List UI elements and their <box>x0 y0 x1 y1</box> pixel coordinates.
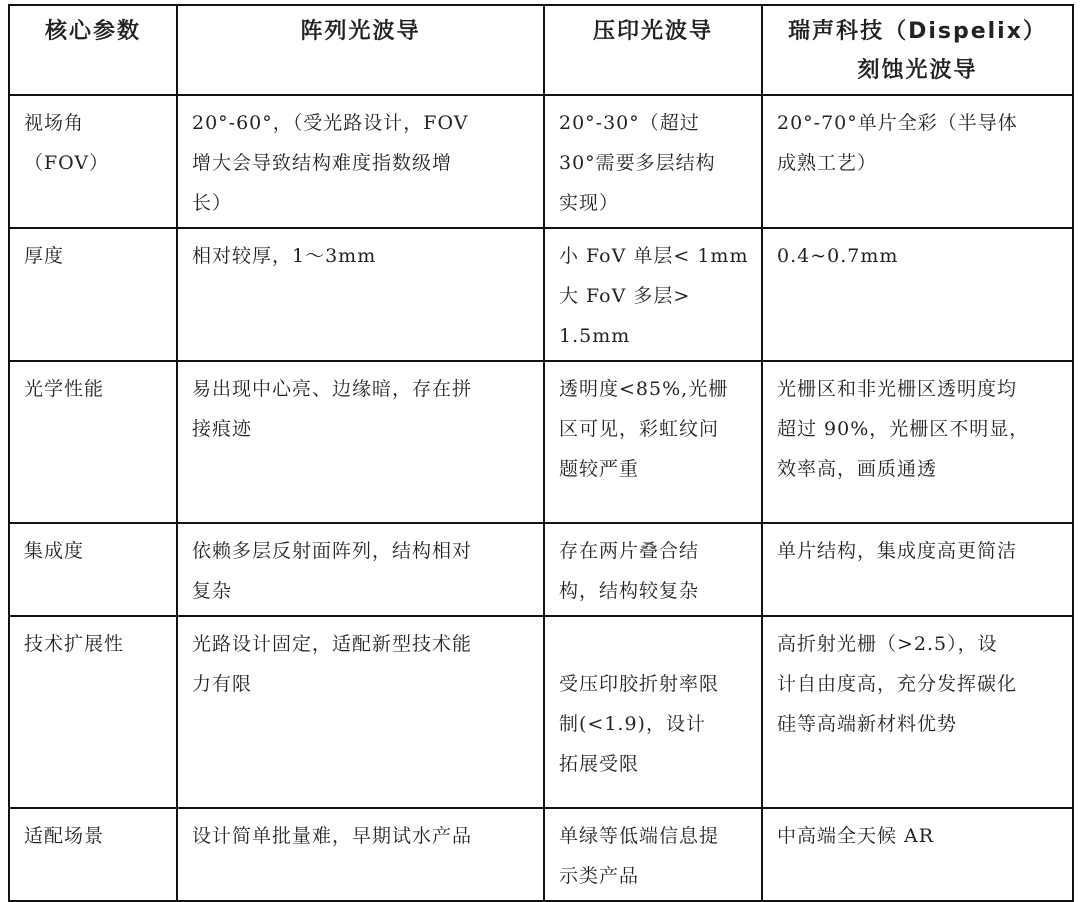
cell-line: 长） <box>192 192 233 214</box>
cell-line: 构，结构较复杂 <box>559 580 700 602</box>
cell-line: 中高端全天候 AR <box>777 825 935 847</box>
cell-array <box>177 523 544 616</box>
cell-line: 拓展受限 <box>559 753 640 775</box>
comparison-table <box>8 4 1074 902</box>
cell-line: 瑞声科技（Dispelix） <box>788 19 1047 44</box>
header-etch-waveguide <box>762 5 1073 95</box>
header-array-waveguide <box>177 5 544 95</box>
cell-param <box>9 95 177 228</box>
cell-line: 厚度 <box>24 245 65 267</box>
cell-line: 集成度 <box>24 540 85 562</box>
cell-etch <box>762 616 1073 808</box>
cell-line: 0.4~0.7mm <box>777 245 899 267</box>
table-row-thickness <box>9 228 1073 361</box>
table-row-extensibility <box>9 616 1073 808</box>
cell-imprint <box>544 616 762 808</box>
cell-line: 成熟工艺） <box>777 152 878 174</box>
table-row-integration <box>9 523 1073 616</box>
cell-line: 硅等高端新材料优势 <box>777 713 958 735</box>
table-row-scenarios <box>9 808 1073 901</box>
cell-array <box>177 95 544 228</box>
cell-imprint <box>544 228 762 361</box>
cell-line: 依赖多层反射面阵列，结构相对 <box>192 540 473 562</box>
cell-line: 存在两片叠合结 <box>559 540 700 562</box>
cell-param <box>9 523 177 616</box>
table-row-fov <box>9 95 1073 228</box>
cell-line: 阵列光波导 <box>300 19 421 44</box>
cell-line: 题较严重 <box>559 458 640 480</box>
cell-line: 复杂 <box>192 580 233 602</box>
cell-line: 光栅区和非光栅区透明度均 <box>777 378 1018 400</box>
cell-line: 核心参数 <box>44 19 141 44</box>
cell-line: 1.5mm <box>559 325 631 347</box>
cell-array <box>177 361 544 523</box>
cell-line: 设计简单批量难，早期试水产品 <box>192 825 473 847</box>
cell-line: 刻蚀光波导 <box>857 58 978 83</box>
cell-line: 易出现中心亮、边缘暗，存在拼 <box>192 378 473 400</box>
comparison-table-wrapper <box>8 4 1072 902</box>
cell-imprint <box>544 808 762 901</box>
cell-param <box>9 808 177 901</box>
cell-line: 示类产品 <box>559 865 640 887</box>
cell-etch <box>762 361 1073 523</box>
cell-line: 20°-30°（超过 <box>559 112 700 134</box>
cell-line: 压印光波导 <box>592 19 713 44</box>
cell-param <box>9 228 177 361</box>
cell-line: 光学性能 <box>24 378 105 400</box>
cell-line: 适配场景 <box>24 825 105 847</box>
cell-line: 增大会导致结构难度指数级增 <box>192 152 453 174</box>
table-header-row <box>9 5 1073 95</box>
cell-line: 技术扩展性 <box>24 633 125 655</box>
cell-etch <box>762 523 1073 616</box>
header-imprint-waveguide <box>544 5 762 95</box>
cell-line: 视场角 <box>24 112 85 134</box>
cell-line: 单片结构，集成度高更简洁 <box>777 540 1018 562</box>
cell-line: 超过 90%，光栅区不明显， <box>777 418 1030 440</box>
cell-line: 力有限 <box>192 673 253 695</box>
table-row-optical-performance <box>9 361 1073 523</box>
cell-line: 区可见，彩虹纹问 <box>559 418 720 440</box>
cell-array <box>177 228 544 361</box>
cell-line: 效率高，画质通透 <box>777 458 938 480</box>
cell-param <box>9 361 177 523</box>
cell-imprint <box>544 361 762 523</box>
cell-line: 大 FoV 多层> <box>559 285 691 307</box>
cell-imprint <box>544 95 762 228</box>
cell-line <box>559 624 753 664</box>
cell-line: 20°-60°，（受光路设计，FOV <box>192 112 469 134</box>
cell-line: 接痕迹 <box>192 418 253 440</box>
cell-etch <box>762 95 1073 228</box>
cell-line: 20°-70°单片全彩（半导体 <box>777 112 1018 134</box>
cell-line: 高折射光栅（>2.5），设 <box>777 633 998 655</box>
cell-line: 制(<1.9)，设计 <box>559 713 706 735</box>
cell-line: 实现） <box>559 192 620 214</box>
cell-line: 透明度<85%,光栅 <box>559 378 729 400</box>
cell-line: （FOV） <box>24 152 110 174</box>
header-core-params <box>9 5 177 95</box>
cell-line: 受压印胶折射率限 <box>559 673 720 695</box>
cell-line: 相对较厚，1～3mm <box>192 245 377 267</box>
cell-param <box>9 616 177 808</box>
cell-array <box>177 616 544 808</box>
cell-etch <box>762 228 1073 361</box>
cell-etch <box>762 808 1073 901</box>
cell-line: 计自由度高，充分发挥碳化 <box>777 673 1018 695</box>
cell-line: 单绿等低端信息提 <box>559 825 720 847</box>
cell-array <box>177 808 544 901</box>
cell-imprint <box>544 523 762 616</box>
cell-line: 30°需要多层结构 <box>559 152 716 174</box>
cell-line: 光路设计固定，适配新型技术能 <box>192 633 473 655</box>
cell-line: 小 FoV 单层< 1mm <box>559 245 749 267</box>
